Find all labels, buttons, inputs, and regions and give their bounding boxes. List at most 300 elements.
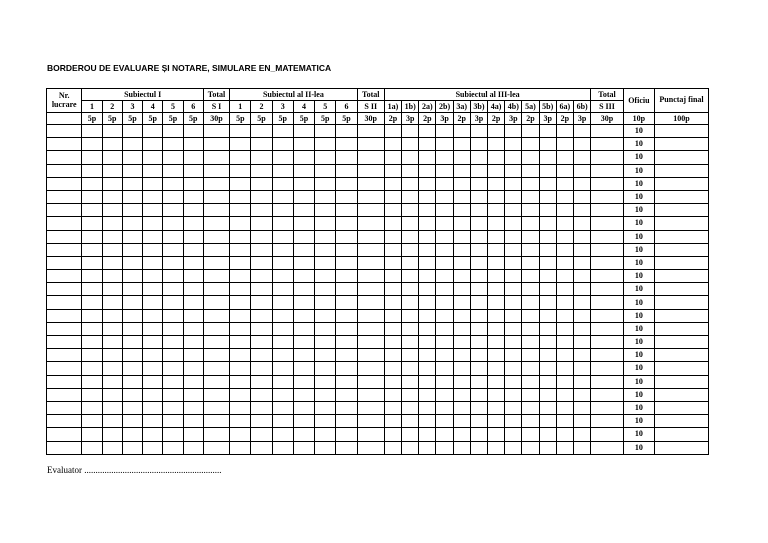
score-cell[interactable] (336, 375, 357, 388)
score-cell[interactable] (470, 190, 487, 203)
score-cell[interactable] (419, 415, 436, 428)
score-cell[interactable] (143, 243, 163, 256)
score-cell[interactable] (436, 270, 453, 283)
score-cell[interactable] (556, 204, 573, 217)
score-cell[interactable] (470, 177, 487, 190)
score-cell[interactable] (488, 388, 505, 401)
score-cell[interactable] (336, 217, 357, 230)
score-cell[interactable] (183, 217, 203, 230)
score-cell[interactable] (591, 256, 623, 269)
final-score-cell[interactable] (655, 177, 709, 190)
score-cell[interactable] (143, 375, 163, 388)
score-cell[interactable] (539, 349, 556, 362)
score-cell[interactable] (47, 256, 82, 269)
score-cell[interactable] (453, 401, 470, 414)
score-cell[interactable] (293, 217, 314, 230)
score-cell[interactable] (47, 401, 82, 414)
score-cell[interactable] (102, 125, 122, 138)
score-cell[interactable] (573, 256, 590, 269)
score-cell[interactable] (143, 164, 163, 177)
score-cell[interactable] (293, 177, 314, 190)
score-cell[interactable] (336, 428, 357, 441)
score-cell[interactable] (470, 270, 487, 283)
score-cell[interactable] (315, 190, 336, 203)
score-cell[interactable] (470, 204, 487, 217)
score-cell[interactable] (82, 388, 102, 401)
score-cell[interactable] (230, 190, 251, 203)
score-cell[interactable] (591, 164, 623, 177)
score-cell[interactable] (591, 428, 623, 441)
score-cell[interactable] (505, 428, 522, 441)
score-cell[interactable] (122, 309, 142, 322)
score-cell[interactable] (47, 349, 82, 362)
score-cell[interactable] (436, 283, 453, 296)
score-cell[interactable] (143, 125, 163, 138)
score-cell[interactable] (470, 336, 487, 349)
score-cell[interactable] (163, 230, 183, 243)
score-cell[interactable] (539, 217, 556, 230)
score-cell[interactable] (453, 375, 470, 388)
score-cell[interactable] (315, 428, 336, 441)
score-cell[interactable] (102, 190, 122, 203)
score-cell[interactable] (293, 204, 314, 217)
score-cell[interactable] (505, 243, 522, 256)
score-cell[interactable] (539, 256, 556, 269)
score-cell[interactable] (102, 401, 122, 414)
score-cell[interactable] (47, 177, 82, 190)
score-cell[interactable] (505, 349, 522, 362)
score-cell[interactable] (230, 230, 251, 243)
score-cell[interactable] (505, 375, 522, 388)
score-cell[interactable] (230, 296, 251, 309)
score-cell[interactable] (203, 256, 229, 269)
score-cell[interactable] (47, 336, 82, 349)
score-cell[interactable] (436, 441, 453, 454)
score-cell[interactable] (102, 349, 122, 362)
score-cell[interactable] (82, 256, 102, 269)
score-cell[interactable] (470, 441, 487, 454)
score-cell[interactable] (315, 270, 336, 283)
score-cell[interactable] (591, 362, 623, 375)
final-score-cell[interactable] (655, 296, 709, 309)
score-cell[interactable] (419, 309, 436, 322)
score-cell[interactable] (505, 441, 522, 454)
score-cell[interactable] (591, 296, 623, 309)
score-cell[interactable] (293, 230, 314, 243)
score-cell[interactable] (163, 375, 183, 388)
score-cell[interactable] (573, 388, 590, 401)
score-cell[interactable] (573, 230, 590, 243)
score-cell[interactable] (488, 309, 505, 322)
score-cell[interactable] (402, 415, 419, 428)
score-cell[interactable] (453, 217, 470, 230)
score-cell[interactable] (230, 217, 251, 230)
score-cell[interactable] (573, 138, 590, 151)
final-score-cell[interactable] (655, 270, 709, 283)
score-cell[interactable] (357, 441, 384, 454)
score-cell[interactable] (163, 401, 183, 414)
score-cell[interactable] (522, 164, 539, 177)
score-cell[interactable] (336, 177, 357, 190)
score-cell[interactable] (336, 190, 357, 203)
score-cell[interactable] (163, 296, 183, 309)
score-cell[interactable] (436, 401, 453, 414)
score-cell[interactable] (183, 270, 203, 283)
score-cell[interactable] (251, 177, 272, 190)
score-cell[interactable] (453, 388, 470, 401)
final-score-cell[interactable] (655, 428, 709, 441)
score-cell[interactable] (315, 362, 336, 375)
score-cell[interactable] (591, 441, 623, 454)
score-cell[interactable] (522, 190, 539, 203)
score-cell[interactable] (453, 309, 470, 322)
score-cell[interactable] (183, 428, 203, 441)
score-cell[interactable] (573, 336, 590, 349)
score-cell[interactable] (384, 309, 401, 322)
score-cell[interactable] (102, 388, 122, 401)
score-cell[interactable] (573, 243, 590, 256)
score-cell[interactable] (470, 164, 487, 177)
score-cell[interactable] (230, 322, 251, 335)
score-cell[interactable] (82, 441, 102, 454)
score-cell[interactable] (122, 349, 142, 362)
score-cell[interactable] (163, 164, 183, 177)
score-cell[interactable] (251, 230, 272, 243)
score-cell[interactable] (419, 375, 436, 388)
score-cell[interactable] (82, 190, 102, 203)
score-cell[interactable] (384, 428, 401, 441)
score-cell[interactable] (230, 283, 251, 296)
score-cell[interactable] (203, 151, 229, 164)
score-cell[interactable] (384, 204, 401, 217)
score-cell[interactable] (82, 243, 102, 256)
final-score-cell[interactable] (655, 375, 709, 388)
score-cell[interactable] (402, 270, 419, 283)
score-cell[interactable] (183, 190, 203, 203)
score-cell[interactable] (203, 164, 229, 177)
score-cell[interactable] (591, 309, 623, 322)
score-cell[interactable] (357, 349, 384, 362)
score-cell[interactable] (183, 401, 203, 414)
score-cell[interactable] (556, 283, 573, 296)
final-score-cell[interactable] (655, 388, 709, 401)
score-cell[interactable] (573, 164, 590, 177)
score-cell[interactable] (293, 243, 314, 256)
score-cell[interactable] (251, 375, 272, 388)
score-cell[interactable] (102, 309, 122, 322)
score-cell[interactable] (556, 441, 573, 454)
score-cell[interactable] (183, 177, 203, 190)
score-cell[interactable] (556, 138, 573, 151)
score-cell[interactable] (556, 151, 573, 164)
score-cell[interactable] (163, 362, 183, 375)
score-cell[interactable] (183, 256, 203, 269)
score-cell[interactable] (203, 362, 229, 375)
score-cell[interactable] (384, 349, 401, 362)
score-cell[interactable] (315, 296, 336, 309)
score-cell[interactable] (143, 138, 163, 151)
score-cell[interactable] (470, 296, 487, 309)
score-cell[interactable] (419, 256, 436, 269)
score-cell[interactable] (251, 270, 272, 283)
score-cell[interactable] (539, 177, 556, 190)
score-cell[interactable] (163, 138, 183, 151)
score-cell[interactable] (251, 283, 272, 296)
score-cell[interactable] (419, 401, 436, 414)
score-cell[interactable] (102, 151, 122, 164)
score-cell[interactable] (419, 125, 436, 138)
score-cell[interactable] (470, 375, 487, 388)
score-cell[interactable] (251, 322, 272, 335)
score-cell[interactable] (357, 309, 384, 322)
score-cell[interactable] (505, 204, 522, 217)
score-cell[interactable] (82, 428, 102, 441)
score-cell[interactable] (315, 256, 336, 269)
score-cell[interactable] (203, 138, 229, 151)
score-cell[interactable] (402, 204, 419, 217)
score-cell[interactable] (453, 164, 470, 177)
score-cell[interactable] (453, 230, 470, 243)
score-cell[interactable] (384, 190, 401, 203)
score-cell[interactable] (163, 336, 183, 349)
score-cell[interactable] (230, 362, 251, 375)
score-cell[interactable] (522, 388, 539, 401)
score-cell[interactable] (357, 230, 384, 243)
score-cell[interactable] (556, 415, 573, 428)
score-cell[interactable] (230, 388, 251, 401)
score-cell[interactable] (357, 415, 384, 428)
score-cell[interactable] (357, 375, 384, 388)
score-cell[interactable] (203, 190, 229, 203)
score-cell[interactable] (419, 322, 436, 335)
score-cell[interactable] (336, 441, 357, 454)
score-cell[interactable] (488, 256, 505, 269)
score-cell[interactable] (122, 256, 142, 269)
score-cell[interactable] (419, 296, 436, 309)
score-cell[interactable] (272, 322, 293, 335)
score-cell[interactable] (122, 283, 142, 296)
score-cell[interactable] (402, 296, 419, 309)
score-cell[interactable] (251, 151, 272, 164)
score-cell[interactable] (384, 138, 401, 151)
score-cell[interactable] (230, 243, 251, 256)
score-cell[interactable] (272, 362, 293, 375)
score-cell[interactable] (82, 336, 102, 349)
score-cell[interactable] (47, 375, 82, 388)
score-cell[interactable] (436, 164, 453, 177)
score-cell[interactable] (293, 164, 314, 177)
score-cell[interactable] (143, 349, 163, 362)
score-cell[interactable] (402, 428, 419, 441)
score-cell[interactable] (47, 388, 82, 401)
score-cell[interactable] (183, 349, 203, 362)
score-cell[interactable] (436, 138, 453, 151)
score-cell[interactable] (357, 243, 384, 256)
score-cell[interactable] (384, 230, 401, 243)
score-cell[interactable] (251, 415, 272, 428)
score-cell[interactable] (453, 322, 470, 335)
score-cell[interactable] (82, 270, 102, 283)
score-cell[interactable] (251, 362, 272, 375)
score-cell[interactable] (293, 296, 314, 309)
score-cell[interactable] (357, 270, 384, 283)
score-cell[interactable] (419, 283, 436, 296)
score-cell[interactable] (419, 217, 436, 230)
score-cell[interactable] (82, 415, 102, 428)
score-cell[interactable] (522, 336, 539, 349)
score-cell[interactable] (539, 230, 556, 243)
score-cell[interactable] (163, 243, 183, 256)
score-cell[interactable] (47, 164, 82, 177)
score-cell[interactable] (315, 336, 336, 349)
score-cell[interactable] (251, 190, 272, 203)
score-cell[interactable] (591, 138, 623, 151)
score-cell[interactable] (230, 164, 251, 177)
score-cell[interactable] (539, 309, 556, 322)
score-cell[interactable] (539, 138, 556, 151)
score-cell[interactable] (230, 336, 251, 349)
score-cell[interactable] (230, 349, 251, 362)
score-cell[interactable] (522, 441, 539, 454)
score-cell[interactable] (384, 375, 401, 388)
score-cell[interactable] (272, 190, 293, 203)
score-cell[interactable] (203, 441, 229, 454)
score-cell[interactable] (122, 415, 142, 428)
score-cell[interactable] (556, 256, 573, 269)
score-cell[interactable] (102, 230, 122, 243)
score-cell[interactable] (183, 296, 203, 309)
score-cell[interactable] (293, 151, 314, 164)
score-cell[interactable] (436, 362, 453, 375)
score-cell[interactable] (539, 401, 556, 414)
score-cell[interactable] (357, 388, 384, 401)
score-cell[interactable] (591, 283, 623, 296)
score-cell[interactable] (47, 309, 82, 322)
score-cell[interactable] (539, 415, 556, 428)
score-cell[interactable] (419, 336, 436, 349)
score-cell[interactable] (183, 204, 203, 217)
score-cell[interactable] (436, 388, 453, 401)
score-cell[interactable] (293, 401, 314, 414)
score-cell[interactable] (47, 190, 82, 203)
score-cell[interactable] (336, 336, 357, 349)
score-cell[interactable] (505, 415, 522, 428)
score-cell[interactable] (402, 125, 419, 138)
score-cell[interactable] (143, 322, 163, 335)
score-cell[interactable] (470, 322, 487, 335)
score-cell[interactable] (183, 125, 203, 138)
score-cell[interactable] (419, 164, 436, 177)
score-cell[interactable] (183, 336, 203, 349)
score-cell[interactable] (336, 349, 357, 362)
score-cell[interactable] (163, 204, 183, 217)
score-cell[interactable] (573, 296, 590, 309)
score-cell[interactable] (272, 138, 293, 151)
score-cell[interactable] (293, 415, 314, 428)
score-cell[interactable] (453, 428, 470, 441)
score-cell[interactable] (436, 256, 453, 269)
score-cell[interactable] (163, 151, 183, 164)
score-cell[interactable] (163, 441, 183, 454)
score-cell[interactable] (505, 177, 522, 190)
score-cell[interactable] (384, 164, 401, 177)
score-cell[interactable] (436, 151, 453, 164)
score-cell[interactable] (315, 204, 336, 217)
score-cell[interactable] (315, 441, 336, 454)
final-score-cell[interactable] (655, 256, 709, 269)
score-cell[interactable] (591, 125, 623, 138)
score-cell[interactable] (47, 138, 82, 151)
score-cell[interactable] (230, 177, 251, 190)
score-cell[interactable] (183, 309, 203, 322)
score-cell[interactable] (143, 415, 163, 428)
score-cell[interactable] (591, 401, 623, 414)
score-cell[interactable] (436, 309, 453, 322)
score-cell[interactable] (453, 441, 470, 454)
score-cell[interactable] (293, 441, 314, 454)
score-cell[interactable] (591, 322, 623, 335)
score-cell[interactable] (102, 256, 122, 269)
score-cell[interactable] (556, 125, 573, 138)
score-cell[interactable] (122, 243, 142, 256)
score-cell[interactable] (163, 125, 183, 138)
score-cell[interactable] (539, 125, 556, 138)
score-cell[interactable] (488, 362, 505, 375)
score-cell[interactable] (47, 204, 82, 217)
score-cell[interactable] (143, 190, 163, 203)
score-cell[interactable] (82, 204, 102, 217)
score-cell[interactable] (591, 151, 623, 164)
score-cell[interactable] (82, 151, 102, 164)
score-cell[interactable] (419, 190, 436, 203)
score-cell[interactable] (556, 296, 573, 309)
score-cell[interactable] (402, 190, 419, 203)
score-cell[interactable] (47, 362, 82, 375)
score-cell[interactable] (272, 415, 293, 428)
score-cell[interactable] (183, 362, 203, 375)
score-cell[interactable] (293, 375, 314, 388)
final-score-cell[interactable] (655, 362, 709, 375)
score-cell[interactable] (272, 375, 293, 388)
score-cell[interactable] (453, 349, 470, 362)
score-cell[interactable] (315, 177, 336, 190)
score-cell[interactable] (402, 256, 419, 269)
score-cell[interactable] (251, 441, 272, 454)
score-cell[interactable] (436, 415, 453, 428)
score-cell[interactable] (203, 415, 229, 428)
score-cell[interactable] (143, 428, 163, 441)
score-cell[interactable] (315, 401, 336, 414)
score-cell[interactable] (293, 138, 314, 151)
score-cell[interactable] (453, 190, 470, 203)
score-cell[interactable] (293, 190, 314, 203)
score-cell[interactable] (203, 283, 229, 296)
score-cell[interactable] (47, 441, 82, 454)
score-cell[interactable] (272, 309, 293, 322)
score-cell[interactable] (573, 204, 590, 217)
score-cell[interactable] (357, 125, 384, 138)
score-cell[interactable] (556, 336, 573, 349)
score-cell[interactable] (357, 336, 384, 349)
score-cell[interactable] (488, 151, 505, 164)
score-cell[interactable] (203, 217, 229, 230)
score-cell[interactable] (122, 322, 142, 335)
score-cell[interactable] (183, 388, 203, 401)
score-cell[interactable] (556, 270, 573, 283)
score-cell[interactable] (573, 415, 590, 428)
score-cell[interactable] (122, 388, 142, 401)
score-cell[interactable] (143, 177, 163, 190)
